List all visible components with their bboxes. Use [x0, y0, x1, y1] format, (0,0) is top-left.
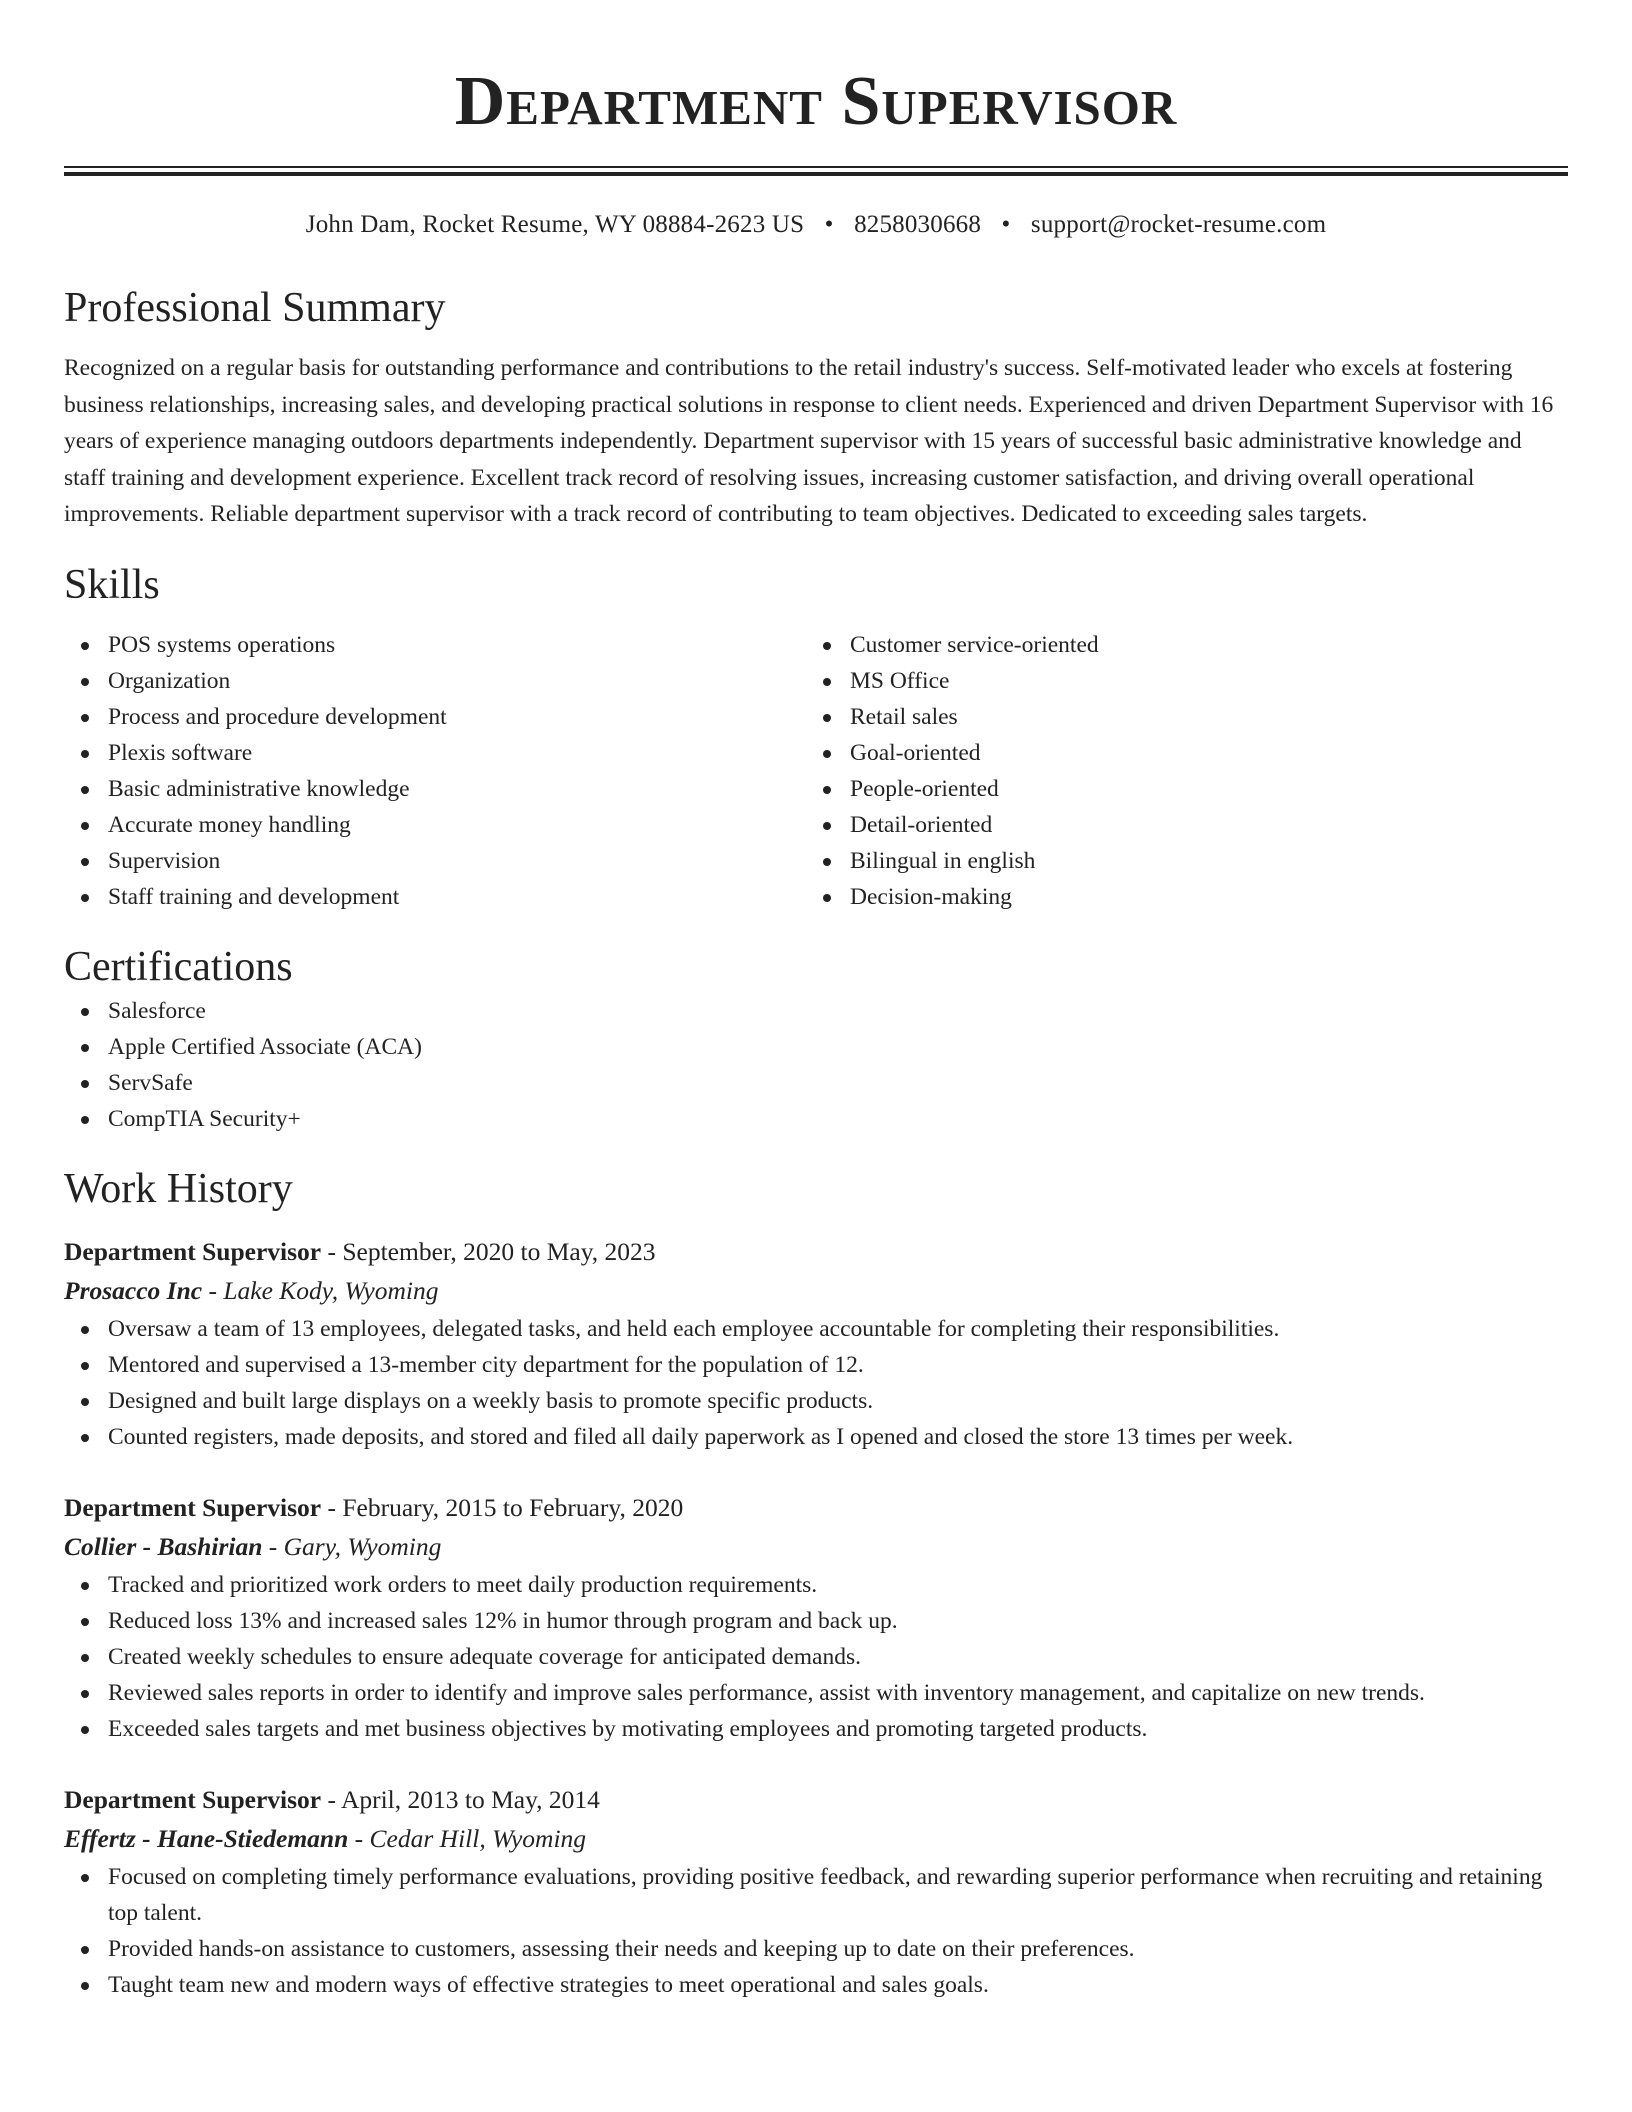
skills-columns [64, 627, 1568, 915]
job-dash: - [348, 1823, 370, 1853]
job-title: Department Supervisor [64, 1492, 322, 1522]
certification-item: Apple Certified Associate (ACA) [64, 1029, 1568, 1065]
skills-list-left [64, 627, 806, 915]
skill-item: Supervision [64, 843, 806, 879]
job-duty: Exceeded sales targets and met business objectives by motivating employees and promoting targeted products. [64, 1711, 1568, 1747]
summary-heading: Professional Summary [64, 285, 446, 331]
job-duty: Reviewed sales reports in order to identify and improve sales performance, assist with inventory management, and capitalize on new trends. [64, 1675, 1568, 1711]
job-title: Department Supervisor [64, 1236, 322, 1266]
job-dash: - [321, 1236, 343, 1266]
job-title: Department Supervisor [64, 1784, 322, 1814]
job-company-line [64, 1819, 1568, 1859]
contact-separator: • [824, 211, 834, 238]
skills-column-right [806, 627, 1548, 915]
job-entry [64, 1233, 1568, 1455]
skill-item: Process and procedure development [64, 699, 806, 735]
job-duties [64, 1311, 1568, 1455]
certifications-section [64, 941, 1568, 1137]
contact-separator: • [1001, 211, 1011, 238]
skill-item: MS Office [806, 663, 1548, 699]
job-company-line [64, 1271, 1568, 1311]
job-duties [64, 1567, 1568, 1747]
job-duty: Reduced loss 13% and increased sales 12% in humor through program and back up. [64, 1603, 1568, 1639]
summary-text: Recognized on a regular basis for outstanding performance and contributions to the retail industry's success. Self-motivated leader who excels at fostering business relationships, increasing sales, and developing practical solutions in response to client needs. Experienced and driven Department Supervisor with 16 years of experience managing outdoors departments independently. Department supervisor with 15 years of successful basic administrative knowledge and staff training and development experience. Excellent track record of resolving issues, increasing customer satisfaction, and driving overall operational improvements. Reliable department supervisor with a track record of contributing to team objectives. Dedicated to exceeding sales targets. [64, 355, 1554, 527]
work-history-section [64, 1163, 1568, 2003]
job-duty: Tracked and prioritized work orders to meet daily production requirements. [64, 1567, 1568, 1603]
resume-content [64, 0, 1568, 2003]
work-history-heading: Work History [64, 1165, 293, 1212]
job-dash: - [321, 1492, 343, 1522]
skill-item: Basic administrative knowledge [64, 771, 806, 807]
resume-title: Department Supervisor [454, 63, 1178, 140]
job-dates: February, 2015 to February, 2020 [342, 1492, 684, 1522]
summary-section [64, 282, 1568, 533]
job-entry [64, 1781, 1568, 2003]
job-location: Lake Kody, Wyoming [223, 1275, 439, 1305]
job-duty: Created weekly schedules to ensure adequate coverage for anticipated demands. [64, 1639, 1568, 1675]
job-title-line [64, 1781, 1568, 1819]
skill-item: Bilingual in english [806, 843, 1548, 879]
job-company: Collier - Bashirian [64, 1531, 263, 1561]
job-duties [64, 1859, 1568, 2003]
job-title-line [64, 1489, 1568, 1527]
skill-item: Staff training and development [64, 879, 806, 915]
skill-item: Decision-making [806, 879, 1548, 915]
skill-item: POS systems operations [64, 627, 806, 663]
certification-item: ServSafe [64, 1065, 1568, 1101]
contact-phone: 8258030668 [854, 211, 982, 238]
job-company: Prosacco Inc [64, 1275, 203, 1305]
contact-email: support@rocket-resume.com [1030, 211, 1327, 238]
skill-item: Customer service-oriented [806, 627, 1548, 663]
job-entry [64, 1489, 1568, 1747]
certifications-list [64, 993, 1568, 1137]
skill-item: Retail sales [806, 699, 1548, 735]
job-duty: Focused on completing timely performance evaluations, providing positive feedback, and rewarding superior performance when recruiting and retaining top talent. [64, 1859, 1568, 1931]
title-divider-top [64, 166, 1568, 168]
job-dates: September, 2020 to May, 2023 [342, 1236, 656, 1266]
skill-item: Goal-oriented [806, 735, 1548, 771]
skill-item: Plexis software [64, 735, 806, 771]
job-dash: - [202, 1275, 224, 1305]
job-dash: - [262, 1531, 284, 1561]
skills-heading: Skills [64, 561, 160, 608]
skill-item: Detail-oriented [806, 807, 1548, 843]
contact-line [64, 210, 1568, 240]
certification-item: Salesforce [64, 993, 1568, 1029]
job-company-line [64, 1527, 1568, 1567]
job-dates: April, 2013 to May, 2014 [340, 1784, 600, 1814]
skills-column-left [64, 627, 806, 915]
job-title-line [64, 1233, 1568, 1271]
skill-item: Organization [64, 663, 806, 699]
certifications-heading: Certifications [64, 943, 293, 990]
job-location: Cedar Hill, Wyoming [369, 1823, 587, 1853]
job-duty: Provided hands-on assistance to customers, assessing their needs and keeping up to date on their preferences. [64, 1931, 1568, 1967]
job-company: Effertz - Hane-Stiedemann [64, 1823, 349, 1853]
job-duty: Counted registers, made deposits, and stored and filed all daily paperwork as I opened and closed the store 13 times per week. [64, 1419, 1568, 1455]
job-location: Gary, Wyoming [283, 1531, 442, 1561]
title-divider-bottom [64, 172, 1568, 176]
skill-item: People-oriented [806, 771, 1548, 807]
skills-list-right [806, 627, 1548, 915]
job-duty: Oversaw a team of 13 employees, delegated tasks, and held each employee accountable for completing their responsibilities. [64, 1311, 1568, 1347]
skills-section [64, 559, 1568, 915]
skill-item: Accurate money handling [64, 807, 806, 843]
job-duty: Taught team new and modern ways of effective strategies to meet operational and sales goals. [64, 1967, 1568, 2003]
job-duty: Designed and built large displays on a weekly basis to promote specific products. [64, 1383, 1568, 1419]
contact-address: John Dam, Rocket Resume, WY 08884-2623 US [305, 211, 805, 238]
job-duty: Mentored and supervised a 13-member city department for the population of 12. [64, 1347, 1568, 1383]
certification-item: CompTIA Security+ [64, 1101, 1568, 1137]
job-dash: - [321, 1784, 341, 1814]
